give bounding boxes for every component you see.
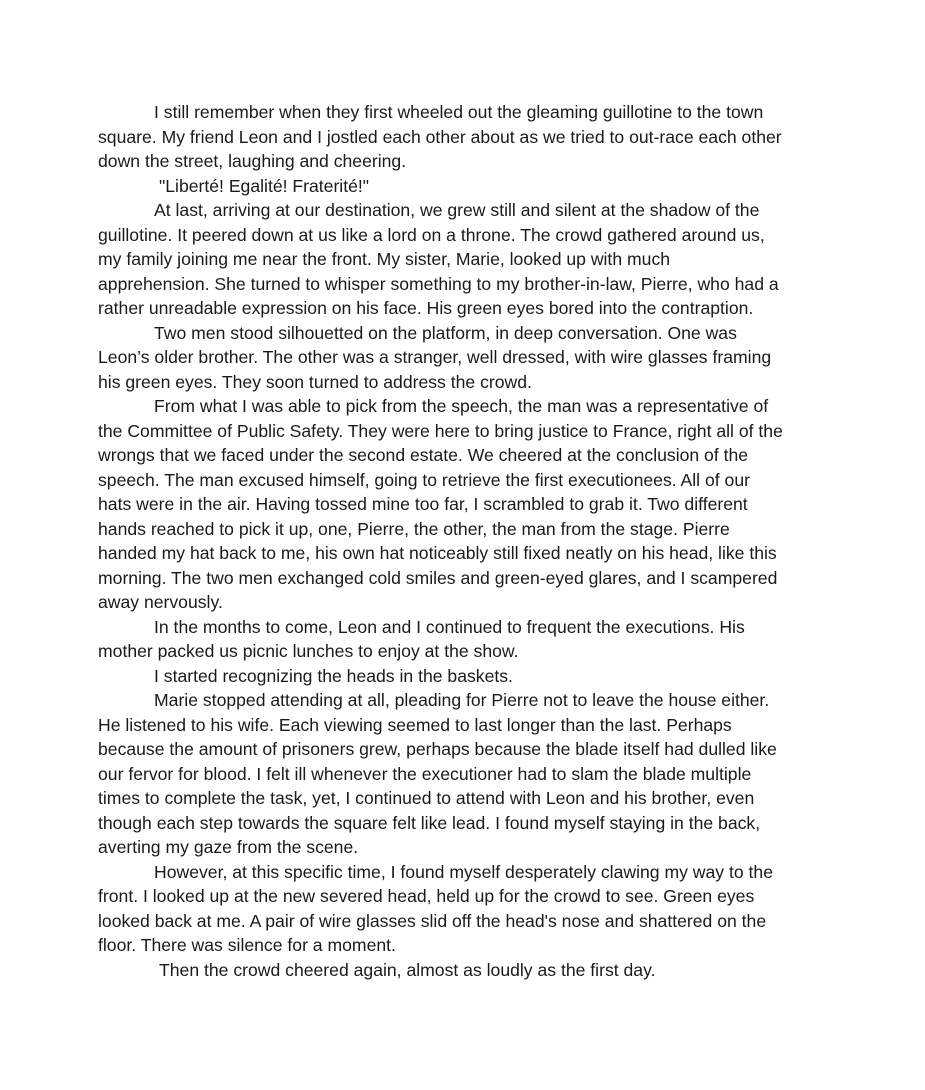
text-line: hands reached to pick it up, one, Pierre, the other, the man from the stage. Pierre xyxy=(98,518,730,539)
text-line: square. My friend Leon and I jostled each other about as we tried to out-race each other xyxy=(98,126,782,147)
text-line: floor. There was silence for a moment. xyxy=(98,935,396,955)
text-line: because the amount of prisoners grew, perhaps because the blade itself had dulled like xyxy=(98,739,777,759)
text-line: my family joining me near the front. My sister, Marie, looked up with much xyxy=(98,249,671,269)
text-line: away nervously. xyxy=(98,592,223,612)
text-line: Two men stood silhouetted on the platform, in deep conversation. One was xyxy=(154,322,737,343)
text-line: guillotine. It peered down at us like a lord on a throne. The crowd gathered around us, xyxy=(98,224,765,245)
text-line: From what I was able to pick from the speech, the man was a representative of xyxy=(154,396,769,416)
text-line: In the months to come, Leon and I continued to frequent the executions. His xyxy=(154,616,745,637)
text-line: "Liberté! Egalité! Fraterité!" xyxy=(159,175,370,196)
text-line: the Committee of Public Safety. They were here to bring justice to France, right all of the xyxy=(98,420,783,441)
text-line: However, at this specific time, I found myself desperately clawing my way to the xyxy=(154,861,773,882)
text-line: I still remember when they first wheeled out the gleaming guillotine to the town xyxy=(154,102,764,122)
text-line: mother packed us picnic lunches to enjoy at the show. xyxy=(98,641,519,661)
document-body xyxy=(98,100,833,982)
text-line: I started recognizing the heads in the baskets. xyxy=(154,665,513,686)
text-line: our fervor for blood. I felt ill whenever the executioner had to slam the blade multiple xyxy=(98,763,752,784)
text-line: apprehension. She turned to whisper something to my brother-in-law, Pierre, who had a xyxy=(98,273,779,294)
text-line: rather unreadable expression on his face. His green eyes bored into the contraption. xyxy=(98,298,754,318)
text-line: wrongs that we faced under the second estate. We cheered at the conclusion of the xyxy=(98,445,749,465)
text-line: his green eyes. They soon turned to address the crowd. xyxy=(98,371,532,392)
text-line: Then the crowd cheered again, almost as loudly as the first day. xyxy=(159,959,656,980)
text-line: speech. The man excused himself, going to retrieve the first executionees. All of our xyxy=(98,469,750,490)
text-line: times to complete the task, yet, I continued to attend with Leon and his brother, even xyxy=(98,788,755,808)
text-line: At last, arriving at our destination, we grew still and silent at the shadow of the xyxy=(154,200,760,220)
text-line: front. I looked up at the new severed head, held up for the crowd to see. Green eyes xyxy=(98,886,755,906)
text-line: hats were in the air. Having tossed mine too far, I scrambled to grab it. Two different xyxy=(98,494,748,514)
text-line: morning. The two men exchanged cold smiles and green-eyed glares, and I scampered xyxy=(98,567,778,588)
text-line: looked back at me. A pair of wire glasses slid off the head's nose and shattered on the xyxy=(98,910,767,931)
text-line: handed my hat back to me, his own hat noticeably still fixed neatly on his head, like this xyxy=(98,543,777,563)
text-line: though each step towards the square felt like lead. I found myself staying in the back, xyxy=(98,812,761,833)
text-line: He listened to his wife. Each viewing seemed to last longer than the last. Perhaps xyxy=(98,714,732,735)
text-line: Marie stopped attending at all, pleading for Pierre not to leave the house either. xyxy=(154,690,770,710)
text-line: averting my gaze from the scene. xyxy=(98,837,359,857)
text-line: Leon’s older brother. The other was a stranger, well dressed, with wire glasses framing xyxy=(98,347,772,367)
text-line: down the street, laughing and cheering. xyxy=(98,151,407,171)
